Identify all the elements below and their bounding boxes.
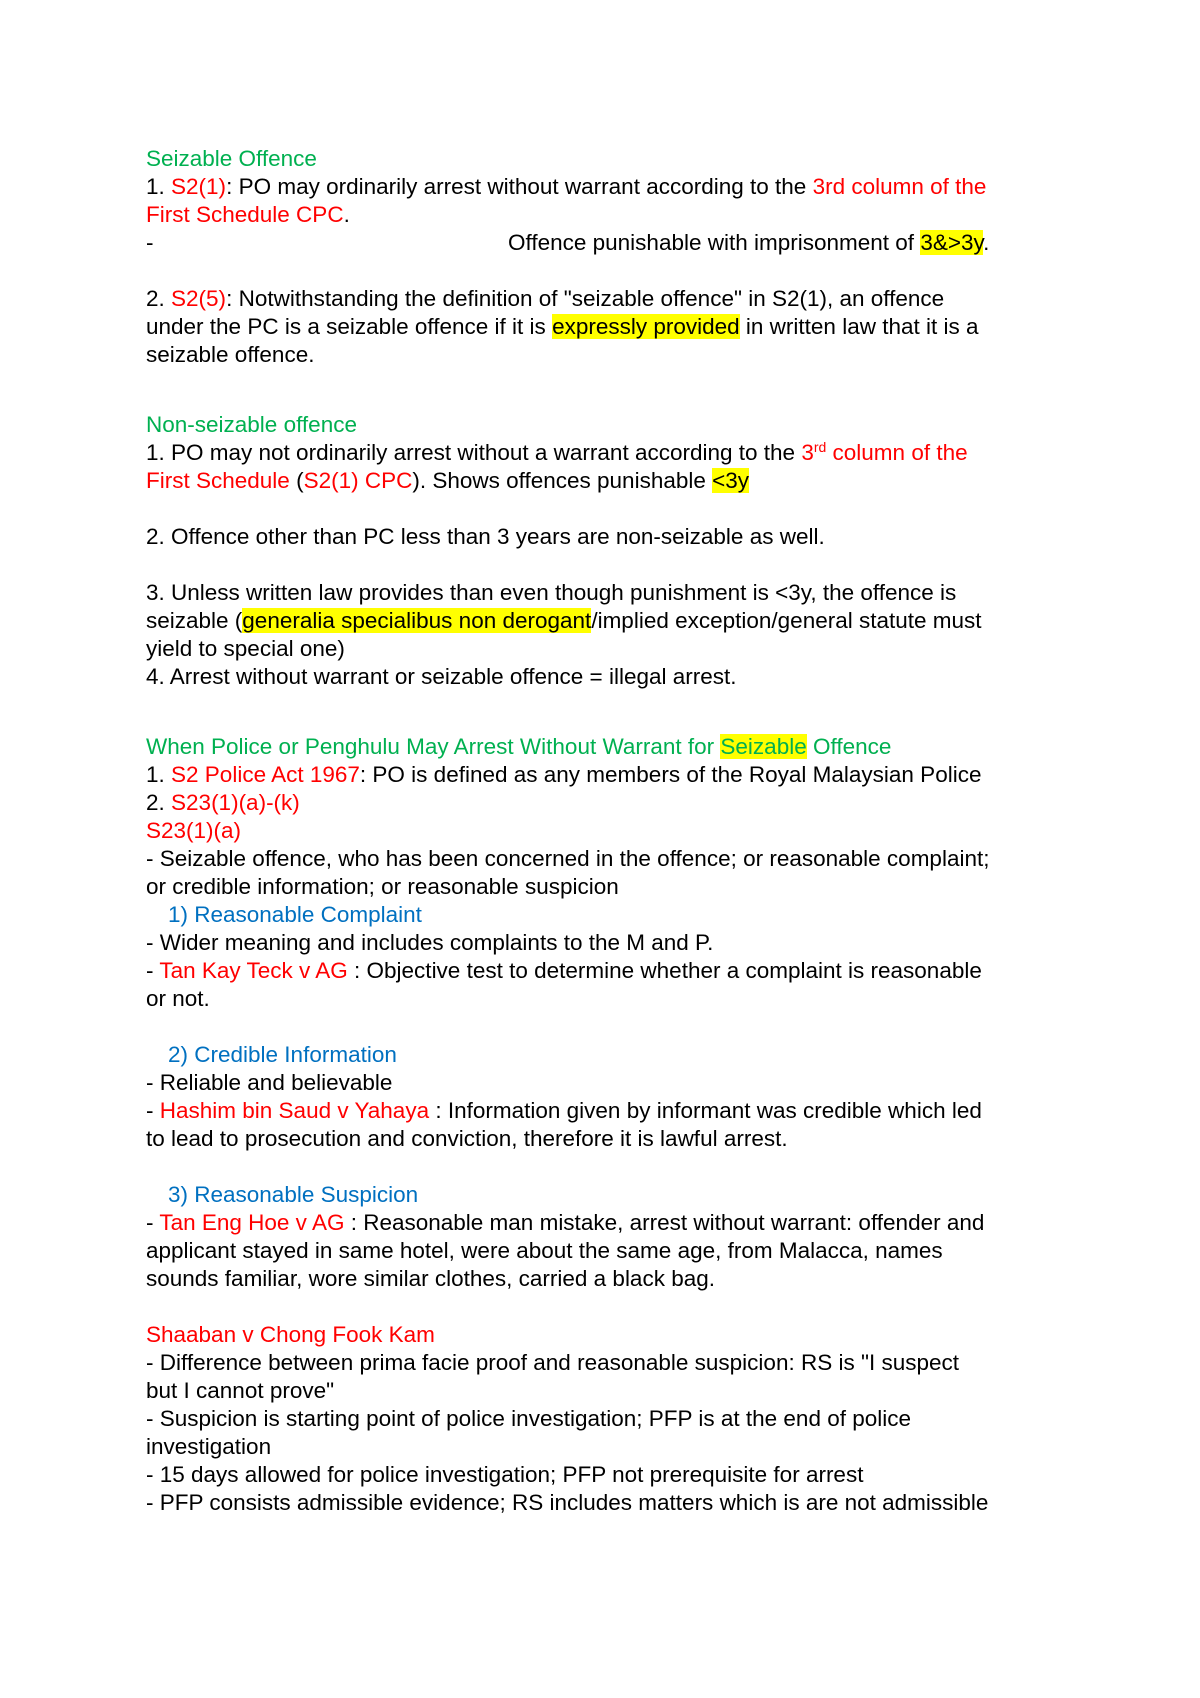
statute-ref: S2(5) bbox=[171, 286, 227, 311]
subheading-credible-information: 2) Credible Information bbox=[168, 1042, 397, 1067]
subheading-reasonable-complaint: 1) Reasonable Complaint bbox=[168, 902, 422, 927]
paragraph-line: but I cannot prove" bbox=[146, 1378, 335, 1403]
paragraph-line: - Seizable offence, who has been concerned in the offence; or reasonable complaint; bbox=[146, 846, 990, 871]
paragraph-line bbox=[146, 789, 1086, 817]
heading-arrest-without-warrant: When Police or Penghulu May Arrest Without Warrant for Seizable Offence bbox=[146, 734, 892, 759]
paragraph-line: investigation bbox=[146, 1434, 272, 1459]
statute-ref: 3rd column of the bbox=[801, 439, 968, 465]
statute-ref: S23(1)(a) bbox=[146, 818, 242, 843]
statute-ref: S2(1) CPC bbox=[303, 468, 413, 493]
body-text: 1. PO may not ordinarily arrest without a warrant according to the bbox=[146, 440, 802, 465]
case-name: Hashim bin Saud v Yahaya bbox=[159, 1098, 430, 1123]
body-text: ( bbox=[289, 468, 304, 493]
list-number: 1. bbox=[146, 174, 172, 199]
paragraph-line: yield to special one) bbox=[146, 636, 345, 661]
body-text: Offence punishable with imprisonment of bbox=[508, 230, 921, 255]
heading-non-seizable-offence: Non-seizable offence bbox=[146, 412, 357, 437]
body-text: under the PC is a seizable offence if it is bbox=[146, 314, 553, 339]
paragraph-line: seizable offence. bbox=[146, 342, 315, 367]
paragraph-line: 2. Offence other than PC less than 3 years are non-seizable as well. bbox=[146, 524, 825, 549]
paragraph-line: - 15 days allowed for police investigation; PFP not prerequisite for arrest bbox=[146, 1462, 864, 1487]
document-page bbox=[146, 145, 1086, 1517]
paragraph-line: or credible information; or reasonable suspicion bbox=[146, 874, 619, 899]
body-text: : PO is defined as any members of the Royal Malaysian Police bbox=[359, 762, 982, 787]
body-text: : Notwithstanding the definition of "seizable offence" in S2(1), an offence bbox=[226, 286, 945, 311]
heading-seizable-offence: Seizable Offence bbox=[146, 146, 317, 171]
body-text: . bbox=[983, 230, 990, 255]
paragraph-line bbox=[146, 467, 1086, 495]
paragraph-line: - Hashim bin Saud v Yahaya : Information given by informant was credible which led bbox=[146, 1098, 982, 1123]
paragraph-line: - Wider meaning and includes complaints to the M and P. bbox=[146, 930, 714, 955]
body-text: ). Shows offences punishable bbox=[412, 468, 713, 493]
list-number: 1. bbox=[146, 762, 172, 787]
paragraph-line bbox=[146, 285, 1086, 313]
paragraph-line: - Difference between prima facie proof and reasonable suspicion: RS is "I suspect bbox=[146, 1350, 959, 1375]
subheading-reasonable-suspicion: 3) Reasonable Suspicion bbox=[168, 1182, 419, 1207]
paragraph-line: - Tan Eng Hoe v AG : Reasonable man mistake, arrest without warrant: offender and bbox=[146, 1210, 985, 1235]
dash-bullet: - bbox=[146, 230, 154, 255]
case-name: Tan Kay Teck v AG bbox=[159, 958, 348, 983]
paragraph-line bbox=[146, 201, 1086, 229]
paragraph-line: to lead to prosecution and conviction, therefore it is lawful arrest. bbox=[146, 1126, 788, 1151]
statute-ref: S23(1)(a)-(k) bbox=[171, 790, 300, 815]
paragraph-line: 4. Arrest without warrant or seizable offence = illegal arrest. bbox=[146, 664, 737, 689]
highlighted-text: 3&>3y bbox=[920, 230, 984, 255]
statute-ref: First Schedule bbox=[146, 468, 290, 493]
body-text: /implied exception/general statute must bbox=[591, 608, 982, 633]
case-name: Shaaban v Chong Fook Kam bbox=[146, 1322, 435, 1347]
paragraph-line bbox=[146, 607, 1086, 635]
statute-ref: S2 Police Act 1967 bbox=[171, 762, 360, 787]
body-text: : PO may ordinarily arrest without warrant according to the bbox=[226, 174, 813, 199]
highlighted-text: generalia specialibus non derogant bbox=[242, 608, 592, 633]
highlighted-text: expressly provided bbox=[552, 314, 740, 339]
paragraph-line: 3. Unless written law provides than even though punishment is <3y, the offence is bbox=[146, 580, 957, 605]
highlighted-text: <3y bbox=[712, 468, 750, 493]
list-number: 2. bbox=[146, 790, 172, 815]
body-text: . bbox=[343, 202, 350, 227]
body-text: seizable ( bbox=[146, 608, 243, 633]
body-text: in written law that it is a bbox=[739, 314, 979, 339]
paragraph-line: - Suspicion is starting point of police investigation; PFP is at the end of police bbox=[146, 1406, 912, 1431]
statute-ref: First Schedule CPC bbox=[146, 202, 344, 227]
paragraph-line: applicant stayed in same hotel, were about the same age, from Malacca, names bbox=[146, 1238, 943, 1263]
paragraph-line: - Tan Kay Teck v AG : Objective test to determine whether a complaint is reasonable bbox=[146, 958, 982, 983]
statute-ref: S2(1) bbox=[171, 174, 227, 199]
paragraph-line bbox=[146, 229, 1086, 257]
statute-ref: 3rd column of the bbox=[812, 174, 987, 199]
paragraph-line bbox=[146, 313, 1086, 341]
paragraph-line: or not. bbox=[146, 986, 210, 1011]
paragraph-line bbox=[146, 173, 1086, 201]
paragraph-line: - Reliable and believable bbox=[146, 1070, 393, 1095]
paragraph-line: - PFP consists admissible evidence; RS includes matters which is are not admissible bbox=[146, 1490, 989, 1515]
paragraph-line bbox=[146, 761, 1086, 789]
paragraph-line bbox=[146, 439, 1086, 467]
paragraph-line: sounds familiar, wore similar clothes, carried a black bag. bbox=[146, 1266, 715, 1291]
case-name: Tan Eng Hoe v AG bbox=[159, 1210, 345, 1235]
list-number: 2. bbox=[146, 286, 172, 311]
